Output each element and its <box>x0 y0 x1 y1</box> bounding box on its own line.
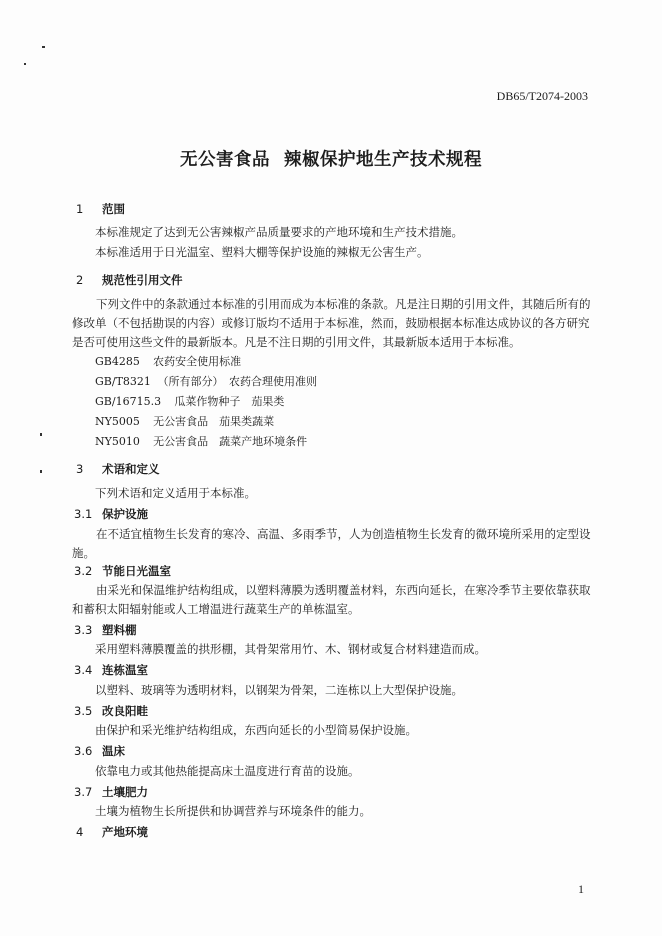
term-heading <box>74 743 125 759</box>
section-heading-3 <box>76 461 160 477</box>
term-number: 3.5 <box>74 704 93 718</box>
term-definition: 依靠电力或其他热能提高床土温度进行育苗的设施。 <box>95 764 360 778</box>
scan-speck <box>42 46 45 48</box>
reference-code: GB/16715.3 <box>95 395 162 408</box>
term-number: 3.3 <box>74 623 93 637</box>
term-title: 保护设施 <box>102 507 148 521</box>
paragraph: 下列术语和定义适用于本标准。 <box>95 486 256 500</box>
term-heading <box>74 784 148 800</box>
reference-item <box>95 353 241 369</box>
term-heading <box>74 662 148 678</box>
section-number: 2 <box>76 273 84 287</box>
section-number: 4 <box>76 825 84 839</box>
term-title: 塑料棚 <box>102 623 137 637</box>
reference-item <box>95 373 317 389</box>
term-title: 温床 <box>102 744 125 758</box>
section-title: 术语和定义 <box>102 462 160 476</box>
term-definition: 在不适宜植物生长发育的寒冷、高温、多雨季节，人为创造植物生长发育的微环境所采用的定型设施。 <box>72 527 591 560</box>
reference-item <box>95 393 284 409</box>
section-title: 产地环境 <box>102 825 148 839</box>
section-heading-2 <box>76 272 183 288</box>
reference-code: GB4285 <box>95 355 140 368</box>
reference-name: 无公害食品 蔬菜产地环境条件 <box>153 435 308 448</box>
section-number: 1 <box>76 202 84 216</box>
reference-code: NY5005 <box>95 415 140 428</box>
term-heading <box>74 703 148 719</box>
reference-item <box>95 413 274 429</box>
term-title: 节能日光温室 <box>102 564 171 578</box>
term-definition: 采用塑料薄膜覆盖的拱形棚，其骨架常用竹、木、钢材或复合材料建造而成。 <box>95 642 486 656</box>
term-number: 3.6 <box>74 744 93 758</box>
paragraph: 下列文件中的条款通过本标准的引用而成为本标准的条款。凡是注日期的引用文件，其随后所有的修改单（不包括勘误的内容）或修订版均不适用于本标准，然而，鼓励根据本标准达成协议的各方研究是否可使用这些文件的最新版本。凡是不注日期的引用文件，其最新版本适用于本标准。 <box>72 297 591 349</box>
term-definition: 土壤为植物生长所提供和协调营养与环境条件的能力。 <box>95 804 371 818</box>
term-definition: 由采光和保温维护结构组成，以塑料薄膜为透明覆盖材料，东西向延长，在寒冷季节主要依靠获取和蓄积太阳辐射能或人工增温进行蔬菜生产的单栋温室。 <box>72 583 591 616</box>
scan-speck <box>40 433 42 436</box>
term-heading <box>74 506 148 522</box>
term-number: 3.7 <box>74 785 93 799</box>
term-definition: 由保护和采光维护结构组成，东西向延长的小型简易保护设施。 <box>95 723 417 737</box>
reference-code: GB/T8321 <box>95 375 151 388</box>
reference-name: 瓜菜作物种子 茄果类 <box>174 395 285 408</box>
term-number: 3.1 <box>74 507 93 521</box>
term-heading <box>74 622 137 638</box>
term-number: 3.2 <box>74 564 93 578</box>
scan-speck <box>24 63 26 65</box>
reference-name: 无公害食品 茄果类蔬菜 <box>153 415 275 428</box>
page-title <box>0 146 662 171</box>
scan-speck <box>40 470 42 473</box>
reference-name: （所有部分） 农药合理使用准则 <box>157 375 318 388</box>
paragraph: 本标准规定了达到无公害辣椒产品质量要求的产地环境和生产技术措施。 <box>95 225 463 239</box>
term-definition: 以塑料、玻璃等为透明材料，以钢架为骨架，二连栋以上大型保护设施。 <box>95 683 463 697</box>
term-title: 改良阳畦 <box>102 704 148 718</box>
title-part-2: 辣椒保护地生产技术规程 <box>284 150 482 170</box>
document-code: DB65/T2074-2003 <box>496 89 588 103</box>
term-title: 连栋温室 <box>102 663 148 677</box>
page-number: 1 <box>578 882 584 896</box>
term-heading <box>74 563 171 579</box>
section-title: 规范性引用文件 <box>102 273 183 287</box>
section-number: 3 <box>76 462 84 476</box>
term-title: 土壤肥力 <box>102 785 148 799</box>
reference-item <box>95 433 307 449</box>
reference-name: 农药安全使用标准 <box>153 355 242 368</box>
reference-code: NY5010 <box>95 435 140 448</box>
section-heading-1 <box>76 201 125 217</box>
paragraph: 本标准适用于日光温室、塑料大棚等保护设施的辣椒无公害生产。 <box>95 245 429 259</box>
section-title: 范围 <box>102 202 125 216</box>
term-number: 3.4 <box>74 663 93 677</box>
title-part-1: 无公害食品 <box>180 150 270 170</box>
section-heading-4 <box>76 824 148 840</box>
